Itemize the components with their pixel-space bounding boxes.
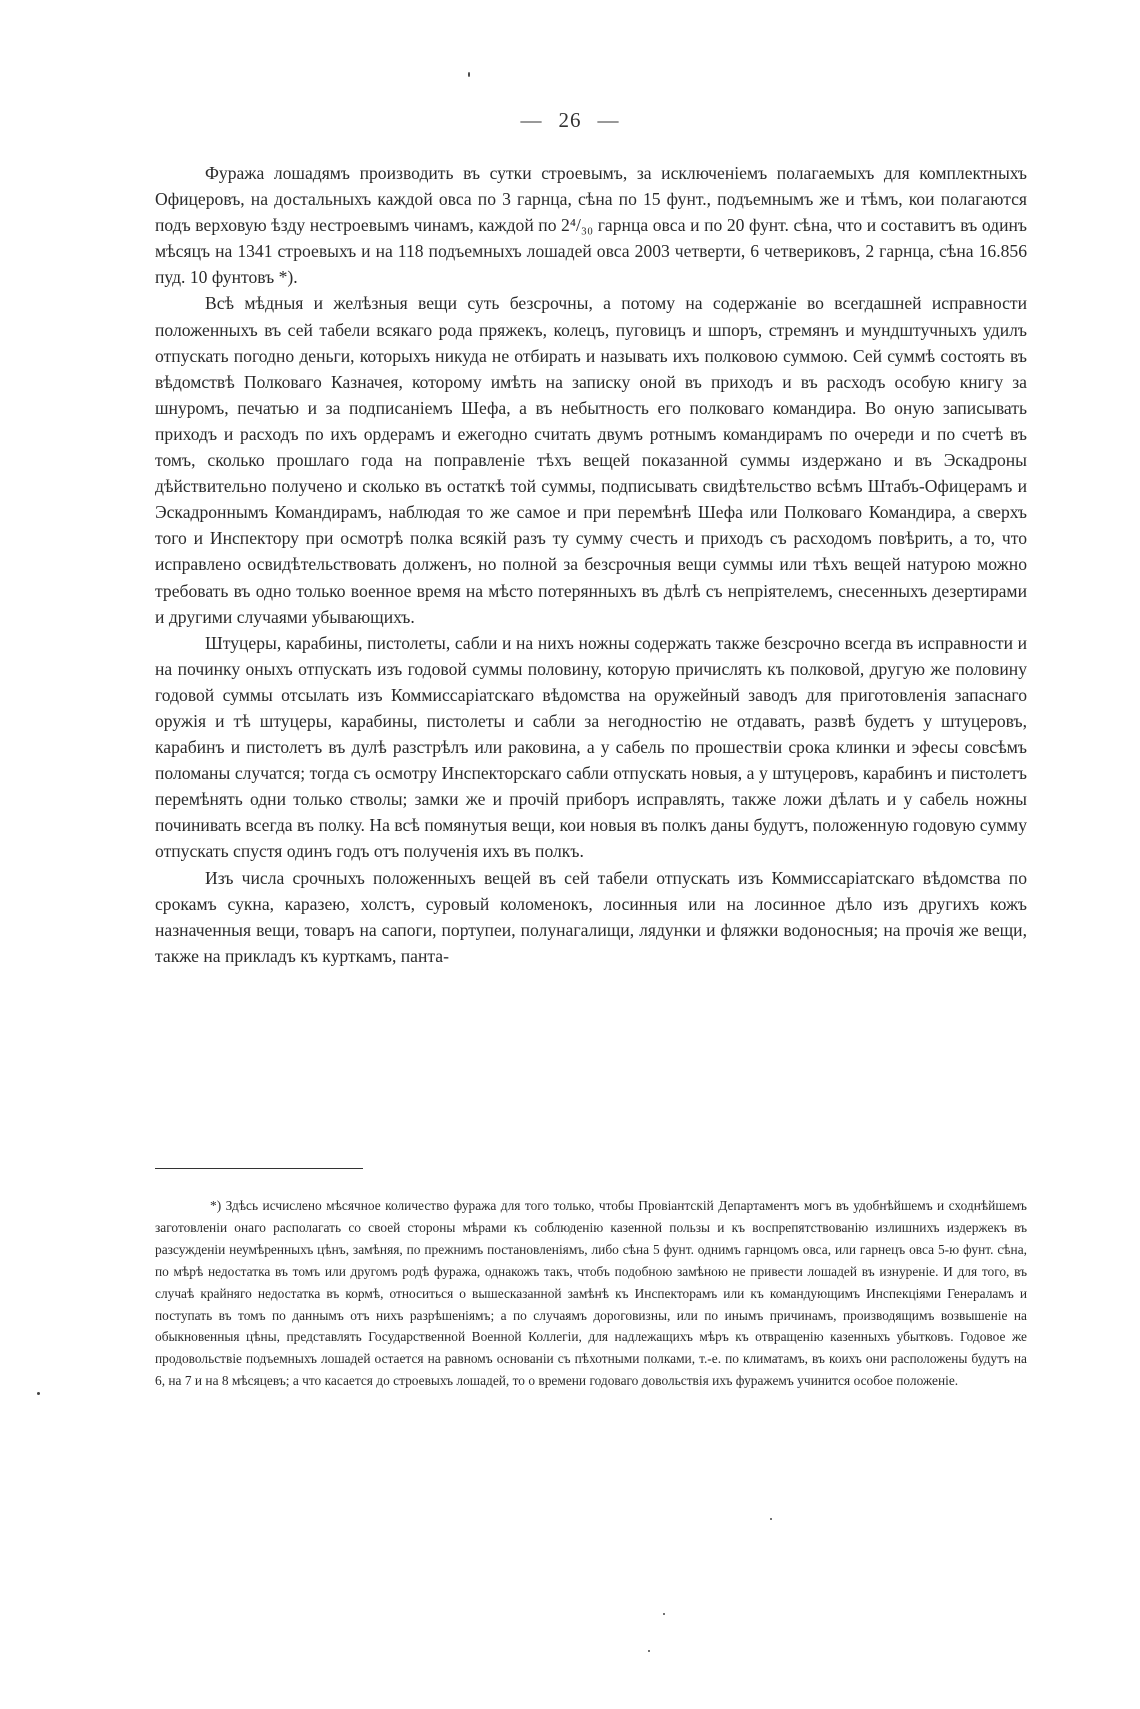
footnote-text: *) Здѣсь исчислено мѣсячное количество фуража для того только, чтобы Провіантскій Департаментъ могъ въ удобнѣйшемъ и сходнѣйшемъ заготовленіи онаго располагать со своей стороны мѣрами къ соблюденію казенной пользы и къ воспрепятствованію излишнихъ издержекъ въ разсужденіи неумѣренныхъ цѣнъ, замѣняя, по прежнимъ постановленіямъ, либо сѣна 5 фунт. однимъ гарнцомъ овса, или гарнецъ овса 5-ю фунт. сѣна, по мѣрѣ недостатка въ томъ или другомъ родѣ фуража, однакожъ такъ, чтобъ подобною замѣною не привести лошадей въ изнуреніе. И для того, въ случаѣ крайняго недостатка въ кормѣ, относиться о вышесказанной замѣнѣ къ Инспекторамъ или къ командующимъ Инспекціями Генераламъ и поступать въ томъ по даннымъ отъ нихъ разрѣшеніямъ; а по случаямъ дороговизны, или по инымъ причинамъ, производящимъ возвышеніе на обыкновенныя цѣны, представлять Государственной Военной Коллегіи, для надлежащихъ мѣръ къ отвращенію казенныхъ убытковъ. Годовое же продовольствіе подъемныхъ лошадей остается на равномъ основаніи съ пѣхотными полками, т.-е. по климатамъ, въ коихъ они расположены будутъ на 6, на 7 и на 8 мѣсяцевъ; а что касается до строевыхъ лошадей, то о времени годоваго довольствія ихъ фуражемъ учинится особое положеніе. xyxy=(155,1198,1027,1389)
page-number: 26 xyxy=(558,108,582,132)
main-text xyxy=(155,160,1027,969)
footnote-divider xyxy=(155,1168,363,1169)
paragraph: Всѣ мѣдныя и желѣзныя вещи суть безсрочны, а потому на содержаніе во всегдашней исправности положенныхъ въ сей табели всякаго рода пряжекъ, колецъ, пуговицъ и шпоръ, стремянъ и мундштучныхъ удилъ отпускать погодно деньги, которыхъ никуда не отбирать и называть ихъ полковою суммою. Сей суммѣ состоять въ вѣдомствѣ Полковаго Казначея, которому имѣть на записку оной въ приходъ и въ расходъ особую книгу за шнуромъ, печатью и за подписаніемъ Шефа, а въ небытность его полковаго командира. Во оную записывать приходъ и расходъ по ихъ ордерамъ и ежегодно считать двумъ ротнымъ командирамъ по очереди и по счетѣ въ томъ, сколько прошлаго года на поправленіе тѣхъ вещей показанной суммы издержано и въ Эскадроны дѣйствительно получено и сколько въ остаткѣ той суммы, подписывать свидѣтельство всѣмъ Штабъ-Офицерамъ и Эскадроннымъ Командирамъ, наблюдая то же самое и при перемѣнѣ Шефа или Полковаго Командира, а сверхъ того и Инспектору при осмотрѣ полка всякій разъ ту сумму счесть и приходъ съ расходомъ повѣрить, а то, что исправлено освидѣтельствовать долженъ, но полной за безсрочныя вещи суммы или тѣхъ вещей натурою можно требовать въ одно только военное время на мѣсто потерянныхъ въ дѣлѣ съ непріятелемъ, снесенныхъ дезертирами и другими случаями убывающихъ. xyxy=(155,293,1027,627)
scan-speck xyxy=(648,1650,650,1652)
scan-speck xyxy=(468,72,470,77)
page-number-dash-left: — xyxy=(520,108,543,132)
paragraph: Изъ числа срочныхъ положенныхъ вещей въ сей табели отпускать изъ Коммиссаріатскаго вѣдомства по срокамъ сукна, каразею, холстъ, суровый коломенокъ, лосинныя или на лосинное дѣло изъ другихъ кожъ назначенныя вещи, товаръ на сапоги, портупеи, полунагалищи, лядунки и фляжки водоносныя; на прочія же вещи, также на прикладъ къ курткамъ, панта- xyxy=(155,867,1027,966)
page-number-dash-right: — xyxy=(597,108,620,132)
paragraph: Штуцеры, карабины, пистолеты, сабли и на нихъ ножны содержать также безсрочно всегда въ исправности и на починку оныхъ отпускать изъ годовой суммы половину, которую причислять къ полковой, другую же половину годовой суммы отсылать изъ Коммиссаріатскаго вѣдомства на оружейный заводъ для приготовленія запаснаго оружія и тѣ штуцеры, карабины, пистолеты и сабли за негодностію не отдавать, развѣ будетъ у штуцеровъ, карабинъ и пистолетъ въ дулѣ разстрѣлъ или раковина, а у сабель по прошествіи срока клинки и эфесы совсѣмъ поломаны случатся; тогда съ осмотру Инспекторскаго сабли отпускать новыя, а у штуцеровъ, карабинъ и пистолетъ перемѣнять одни только стволы; замки же и прочій приборъ исправлять, также ложи дѣлать и у сабель ножны починивать всегда въ полку. На всѣ помянутыя вещи, кои новыя въ полкъ даны будутъ, положенную годовую сумму отпускать спустя одинъ годъ отъ полученія ихъ въ полкъ. xyxy=(155,632,1027,862)
scan-speck xyxy=(37,1392,40,1395)
footnote xyxy=(155,1195,1027,1392)
scan-speck xyxy=(770,1518,772,1520)
paragraph: Фуража лошадямъ производить въ сутки строевымъ, за исключеніемъ полагаемыхъ для комплектныхъ Офицеровъ, на достальныхъ каждой овса по 3 гарнца, сѣна по 15 фунт., подъемнымъ же и тѣмъ, кои полагаются подъ верховую ѣзду нестроевымъ чинамъ, каждой по 2⁴/₃₀ гарнца овса и по 20 фунт. сѣна, что и составитъ въ одинъ мѣсяцъ на 1341 строевыхъ и на 118 подъемныхъ лошадей овса 2003 четверти, 6 четвериковъ, 2 гарнца, сѣна 16.856 пуд. 10 фунтовъ *). xyxy=(155,163,1027,288)
scan-speck xyxy=(663,1613,665,1615)
page-number-header xyxy=(0,108,1140,133)
